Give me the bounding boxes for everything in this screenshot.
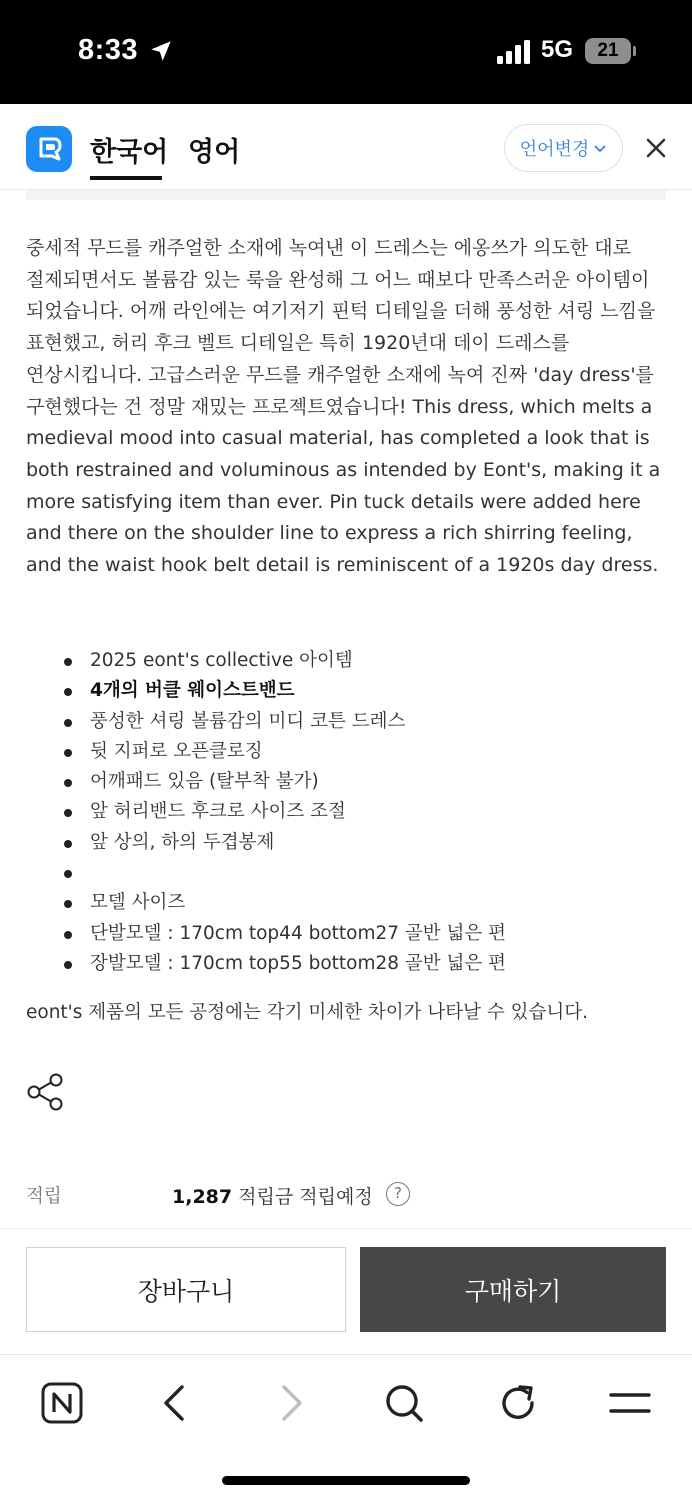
list-item: 앞 허리밴드 후크로 사이즈 조절 [62, 797, 662, 827]
list-item: 단발모델 : 170cm top44 bottom27 골반 넓은 편 [62, 919, 662, 949]
language-change-button[interactable] [504, 124, 623, 172]
list-item: 어깨패드 있음 (탈부착 불가) [62, 767, 662, 797]
feature-list [62, 646, 662, 979]
language-change-label: 언어변경 [519, 139, 590, 160]
share-icon[interactable] [26, 1072, 66, 1112]
menu-icon[interactable] [608, 1381, 652, 1425]
close-icon[interactable] [642, 134, 670, 162]
papago-logo-icon [26, 126, 72, 172]
product-description: 중세적 무드를 캐주얼한 소재에 녹여낸 이 드레스는 에옹쓰가 의도한 대로 절제되면서도 볼륨감 있는 룩을 완성해 그 어느 때보다 만족스러운 아이템이 되었습니다. 어깨 라인에는 여기저기 핀턱 디테일을 더해 풍성한 셔링 느낌을 표현했고, 허리 후크 벨트 디테일은 특히 1920년대 데이 드레스를 연상시킵니다. 고급스러운 무드를 캐주얼한 소재에 녹여 진짜 'day dress'를 구현했다는 건 정말 재밌는 프로젝트였습니다! This dress, which melts a medieval mood into casual material, has completed a look that is both restrained and voluminous as intended by Eont's, making it a more satisfying item than ever. Pin tuck details were added here and there on the shoulder line to express a rich shirring feeling, and the waist hook belt detail is reminiscent of a 1920s day dress. [26, 237, 661, 577]
points-row [26, 1180, 666, 1210]
refresh-icon[interactable] [496, 1381, 540, 1425]
list-item [62, 858, 662, 888]
home-indicator [222, 1476, 470, 1485]
points-text: 적립금 적립예정 [238, 1186, 373, 1208]
content-top-divider [26, 190, 666, 200]
status-bar [0, 0, 692, 104]
add-to-cart-button[interactable]: 장바구니 [26, 1247, 346, 1332]
network-type: 5G [541, 36, 574, 63]
cellular-signal-icon [497, 40, 533, 64]
list-item: 풍성한 셔링 볼륨감의 미디 코튼 드레스 [62, 707, 662, 737]
buy-button[interactable]: 구매하기 [360, 1247, 666, 1332]
points-amount: 1,287 [172, 1186, 233, 1208]
points-label: 적립 [26, 1186, 62, 1207]
forward-arrow-icon[interactable] [268, 1381, 312, 1425]
location-arrow-icon [148, 38, 174, 64]
list-item: 4개의 버클 웨이스트밴드 [62, 676, 662, 706]
product-note: eont's 제품의 모든 공정에는 각기 미세한 차이가 나타날 수 있습니다. [26, 1002, 588, 1023]
active-tab-indicator [90, 176, 162, 180]
status-time: 8:33 [78, 34, 139, 66]
help-icon[interactable]: ? [386, 1182, 410, 1206]
battery-icon: 21 [585, 38, 631, 64]
points-value [172, 1182, 373, 1209]
list-item: 장발모델 : 170cm top55 bottom28 골반 넓은 편 [62, 949, 662, 979]
tab-korean[interactable]: 한국어 [90, 137, 169, 168]
list-item: 앞 상의, 하의 두겹봉제 [62, 828, 662, 858]
translator-header [0, 104, 692, 190]
battery-nub [633, 46, 636, 56]
tab-english[interactable]: 영어 [188, 137, 241, 168]
list-item: 뒷 지퍼로 오픈클로징 [62, 737, 662, 767]
list-item: 2025 eont's collective 아이템 [62, 646, 662, 676]
search-icon[interactable] [382, 1381, 426, 1425]
chevron-down-icon [593, 141, 607, 155]
back-arrow-icon[interactable] [154, 1381, 198, 1425]
purchase-action-bar [0, 1228, 692, 1354]
list-item: 모델 사이즈 [62, 888, 662, 918]
naver-home-icon[interactable] [40, 1381, 84, 1425]
